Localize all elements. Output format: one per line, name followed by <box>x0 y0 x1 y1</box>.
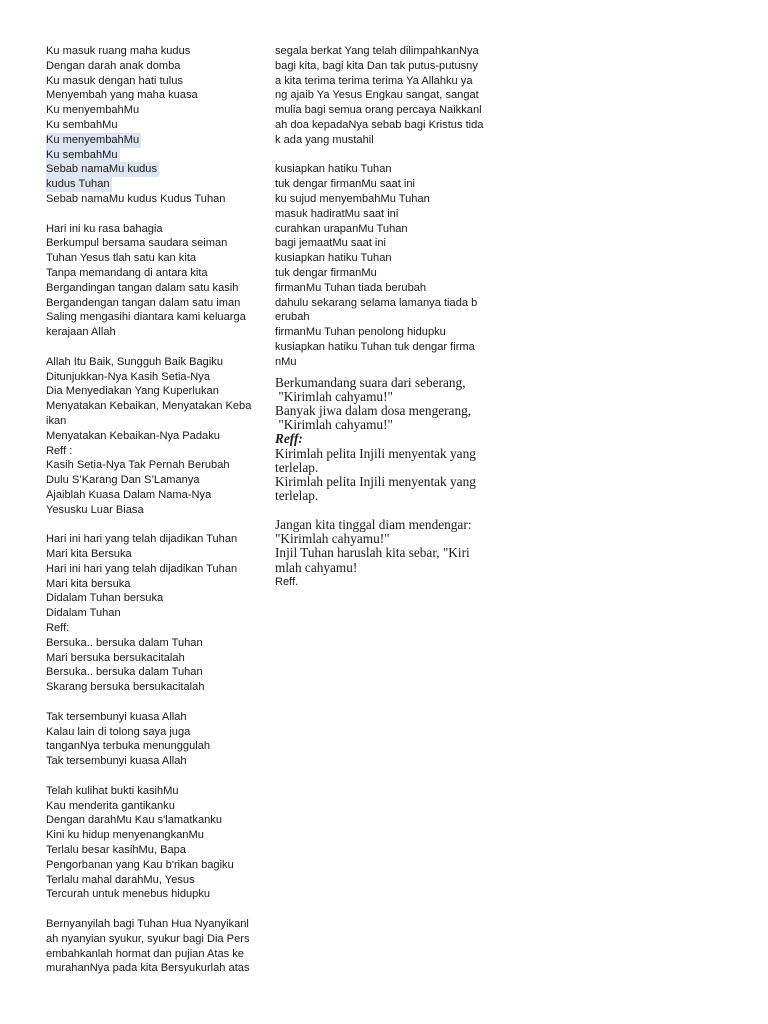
lyric-text: kerajaan Allah <box>46 326 116 339</box>
lyric-text: Mari kita Bersuka <box>46 548 132 561</box>
lyric-line <box>46 310 268 325</box>
serif-lyric-line: "Kirimlah cahyamu!" <box>275 417 393 433</box>
lyric-text: Tercurah untuk menebus hidupku <box>46 888 211 901</box>
lyric-text: Skarang bersuka bersukacitalah <box>46 681 205 694</box>
lyric-text: ah doa kepadaNya sebab bagi Kristus tida <box>275 118 484 131</box>
lyric-line <box>275 340 505 355</box>
lyric-text: embahkanlah hormat dan pujian Atas ke <box>46 947 244 960</box>
lyric-line <box>46 739 268 754</box>
stanza-gap <box>275 503 505 518</box>
lyric-line <box>46 384 268 399</box>
lyric-line <box>46 281 268 296</box>
lyric-text: ku sujud menyembahMu Tuhan <box>275 192 430 205</box>
lyric-text: tuk dengar firmanMu <box>275 266 377 279</box>
stanza-gap <box>46 518 268 533</box>
highlighted-lyric-text: kudus Tuhan <box>46 178 110 191</box>
lyric-line <box>46 887 268 902</box>
lyric-line <box>46 458 268 473</box>
lyric-line <box>275 207 505 222</box>
lyric-line <box>46 961 268 976</box>
lyric-text: Telah kulihat bukti kasihMu <box>46 784 179 797</box>
lyrics-column-right <box>275 44 505 589</box>
lyric-text: Ku menyembahMu <box>46 104 140 117</box>
stanza-gap <box>46 695 268 710</box>
lyric-text: Ku masuk dengan hati tulus <box>46 74 183 87</box>
lyric-text: bagi jemaatMu saat ini <box>275 237 386 250</box>
lyric-text: Ditunjukkan-Nya Kasih Setia-Nya <box>46 370 211 383</box>
serif-lyric-line: Banyak jiwa dalam dosa mengerang, <box>275 402 472 418</box>
lyric-text: Hari ini hari yang telah dijadikan Tuhan <box>46 533 238 546</box>
serif-lyric-line: Kirimlah pelita Injili menyentak yang <box>275 473 476 489</box>
lyric-text: kusiapkan hatiku Tuhan <box>275 163 392 176</box>
lyric-line <box>46 399 268 414</box>
lyric-text: Reff: <box>46 622 70 635</box>
lyric-line <box>275 118 505 133</box>
lyric-line <box>46 370 268 385</box>
lyric-line <box>275 74 505 89</box>
lyric-text: Didalam Tuhan <box>46 607 121 620</box>
lyric-text: k ada yang mustahil <box>275 133 374 146</box>
lyric-text: Reff : <box>46 444 73 457</box>
lyric-text: Bergandengan tangan dalam satu iman <box>46 296 241 309</box>
stanza-gap <box>46 207 268 222</box>
serif-lyric-line: mlah cahyamu! <box>275 559 358 575</box>
lyric-line <box>46 621 268 636</box>
lyric-text: nMu <box>275 355 297 368</box>
stanza-gap <box>46 769 268 784</box>
lyric-line <box>46 813 268 828</box>
lyric-line <box>46 429 268 444</box>
stanza-gap <box>46 340 268 355</box>
lyric-line <box>46 784 268 799</box>
lyric-text: Bergandingan tangan dalam satu kasih <box>46 281 239 294</box>
lyric-text: tanganNya terbuka menunggulah <box>46 740 211 753</box>
lyric-line <box>46 148 268 163</box>
lyric-line <box>46 606 268 621</box>
lyric-line <box>46 636 268 651</box>
stanza-gap <box>275 148 505 163</box>
lyric-line <box>275 133 505 148</box>
lyric-text: a kita terima terima terima Ya Allahku ya <box>275 74 473 87</box>
lyric-line <box>275 177 505 192</box>
lyric-text: segala berkat Yang telah dilimpahkanNya <box>275 45 479 57</box>
lyric-text: Berkumpul bersama saudara seiman <box>46 237 228 250</box>
lyric-line <box>46 947 268 962</box>
lyric-text: Tuhan Yesus tlah satu kan kita <box>46 252 197 265</box>
lyric-text: kusiapkan hatiku Tuhan <box>275 252 392 265</box>
lyric-line <box>275 310 505 325</box>
lyric-line <box>46 236 268 251</box>
lyric-line <box>275 251 505 266</box>
lyric-line <box>46 873 268 888</box>
lyric-line <box>46 177 268 192</box>
lyric-line <box>275 236 505 251</box>
lyric-line <box>46 325 268 340</box>
lyric-text: ng ajaib Ya Yesus Engkau sangat, sangat <box>275 89 479 102</box>
lyric-text: kusiapkan hatiku Tuhan tuk dengar firma <box>275 340 475 353</box>
lyric-text: ikan <box>46 414 67 427</box>
lyric-line <box>46 44 268 59</box>
lyric-text: masuk hadiratMu saat ini <box>275 207 399 220</box>
lyric-line <box>275 59 505 74</box>
lyric-text: Kini ku hidup menyenangkanMu <box>46 829 204 842</box>
lyric-text: Allah Itu Baik, Sungguh Baik Bagiku <box>46 355 223 368</box>
lyric-line <box>46 488 268 503</box>
serif-lyrics-block <box>275 376 505 589</box>
lyric-line <box>275 296 505 311</box>
lyric-line <box>46 828 268 843</box>
serif-lyric-line: terlelap. <box>275 488 319 504</box>
lyric-text: Bersuka.. bersuka dalam Tuhan <box>46 636 203 649</box>
lyric-text: Sebab namaMu kudus Kudus Tuhan <box>46 192 226 205</box>
lyric-line <box>46 858 268 873</box>
lyric-line <box>46 503 268 518</box>
lyric-line <box>46 532 268 547</box>
lyrics-column-left <box>46 44 268 976</box>
lyric-text: Saling mengasihi diantara kami keluarga <box>46 311 246 324</box>
lyric-text: Dengan darahMu Kau s'lamatkanku <box>46 814 223 827</box>
lyric-text: Bernyanyilah bagi Tuhan Hua Nyanyikanl <box>46 918 249 931</box>
lyric-line <box>46 133 268 148</box>
lyric-line <box>46 88 268 103</box>
lyric-line <box>46 799 268 814</box>
lyric-line <box>46 562 268 577</box>
lyric-text: Hari ini hari yang telah dijadikan Tuhan <box>46 562 238 575</box>
right-lyrics-lines <box>275 44 505 370</box>
lyric-text: ah nyanyian syukur, syukur bagi Dia Pers <box>46 932 250 945</box>
serif-lyric-line: terlelap. <box>275 459 319 475</box>
lyric-line <box>46 192 268 207</box>
lyric-line <box>46 665 268 680</box>
lyric-line <box>275 192 505 207</box>
serif-lyric-line: Kirimlah pelita Injili menyentak yang <box>275 445 476 461</box>
lyric-line <box>46 473 268 488</box>
lyric-text: Kasih Setia-Nya Tak Pernah Berubah <box>46 459 230 472</box>
lyric-text: erubah <box>275 311 310 324</box>
lyric-line <box>46 444 268 459</box>
lyric-line <box>46 591 268 606</box>
lyric-line <box>46 74 268 89</box>
lyric-line <box>275 103 505 118</box>
lyric-text: Kau menderita gantikanku <box>46 799 175 812</box>
lyric-text: Mari bersuka bersukacitalah <box>46 651 185 664</box>
lyric-line <box>46 103 268 118</box>
lyric-line <box>275 266 505 281</box>
lyric-text: Terlalu mahal darahMu, Yesus <box>46 873 195 886</box>
lyric-line <box>46 266 268 281</box>
lyric-line <box>46 932 268 947</box>
lyric-text: Kalau lain di tolong saya juga <box>46 725 191 738</box>
stanza-gap <box>46 902 268 917</box>
lyric-text: Hari ini ku rasa bahagia <box>46 222 163 235</box>
lyric-text: Menyatakan Kebaikan, Menyatakan Keba <box>46 400 252 413</box>
lyric-text: Ku sembahMu <box>46 118 118 131</box>
lyric-text: Dengan darah anak domba <box>46 59 181 72</box>
lyric-text: Didalam Tuhan bersuka <box>46 592 164 605</box>
lyric-line <box>46 577 268 592</box>
lyric-line <box>46 162 268 177</box>
lyric-text: Terlalu besar kasihMu, Bapa <box>46 844 186 857</box>
lyric-line <box>46 355 268 370</box>
lyric-text: Yesusku Luar Biasa <box>46 503 144 516</box>
lyric-line <box>275 355 505 370</box>
lyric-line <box>46 222 268 237</box>
serif-lyric-line: Injil Tuhan haruslah kita sebar, "Kiri <box>275 545 470 561</box>
lyric-line <box>275 44 505 59</box>
lyric-text: mulia bagi semua orang percaya Naikkanl <box>275 104 482 117</box>
lyric-text: bagi kita, bagi kita Dan tak putus-putusny <box>275 59 478 72</box>
serif-lyric-line: Reff. <box>275 575 299 588</box>
serif-lyric-line: Berkumandang suara dari seberang, <box>275 374 466 390</box>
lyric-text: Mari kita bersuka <box>46 577 131 590</box>
lyric-line <box>46 251 268 266</box>
lyric-text: Ku masuk ruang maha kudus <box>46 45 191 57</box>
lyric-text: tuk dengar firmanMu saat ini <box>275 178 415 191</box>
lyric-text: Dulu S’Karang Dan S’Lamanya <box>46 474 200 487</box>
lyric-line <box>275 325 505 340</box>
lyric-text: curahkan urapanMu Tuhan <box>275 222 408 235</box>
serif-lyric-line: Jangan kita tinggal diam mendengar: <box>275 516 472 532</box>
lyric-line <box>46 547 268 562</box>
lyric-line <box>46 754 268 769</box>
lyric-line <box>46 917 268 932</box>
lyric-text: Tanpa memandang di antara kita <box>46 266 208 279</box>
lyric-line <box>275 88 505 103</box>
lyric-line <box>46 118 268 133</box>
lyric-line <box>46 651 268 666</box>
lyric-line <box>275 222 505 237</box>
lyric-text: firmanMu Tuhan tiada berubah <box>275 281 427 294</box>
lyric-text: firmanMu Tuhan penolong hidupku <box>275 326 446 339</box>
lyric-text: Dia Menyediakan Yang Kuperlukan <box>46 385 219 398</box>
lyric-text: Menyembah yang maha kuasa <box>46 89 198 102</box>
lyric-line <box>46 710 268 725</box>
lyric-text: Pengorbanan yang Kau b'rikan bagiku <box>46 858 234 871</box>
lyric-line <box>46 725 268 740</box>
serif-lyric-line: "Kirimlah cahyamu!" <box>275 388 393 404</box>
lyric-text: Menyatakan Kebaikan-Nya Padaku <box>46 429 220 442</box>
reff-heading: Reff: <box>275 431 303 447</box>
lyric-line <box>46 296 268 311</box>
lyric-line <box>46 414 268 429</box>
lyric-text: Ajaiblah Kuasa Dalam Nama-Nya <box>46 488 212 501</box>
lyric-text: Bersuka.. bersuka dalam Tuhan <box>46 666 203 679</box>
lyric-text: dahulu sekarang selama lamanya tiada b <box>275 296 478 309</box>
highlighted-lyric-text: Ku sembahMu <box>46 148 118 161</box>
highlighted-lyric-text: Sebab namaMu kudus <box>46 163 158 176</box>
lyric-line <box>275 281 505 296</box>
serif-lyric-line: "Kirimlah cahyamu!" <box>275 531 390 547</box>
lyric-text: Tak tersembunyi kuasa Allah <box>46 755 187 768</box>
lyric-text: murahanNya pada kita Bersyukurlah atas <box>46 962 250 975</box>
lyric-line <box>46 843 268 858</box>
lyric-text: Tak tersembunyi kuasa Allah <box>46 710 187 723</box>
lyric-line <box>46 59 268 74</box>
lyric-line <box>46 680 268 695</box>
highlighted-lyric-text: Ku menyembahMu <box>46 133 140 146</box>
lyric-line <box>275 162 505 177</box>
